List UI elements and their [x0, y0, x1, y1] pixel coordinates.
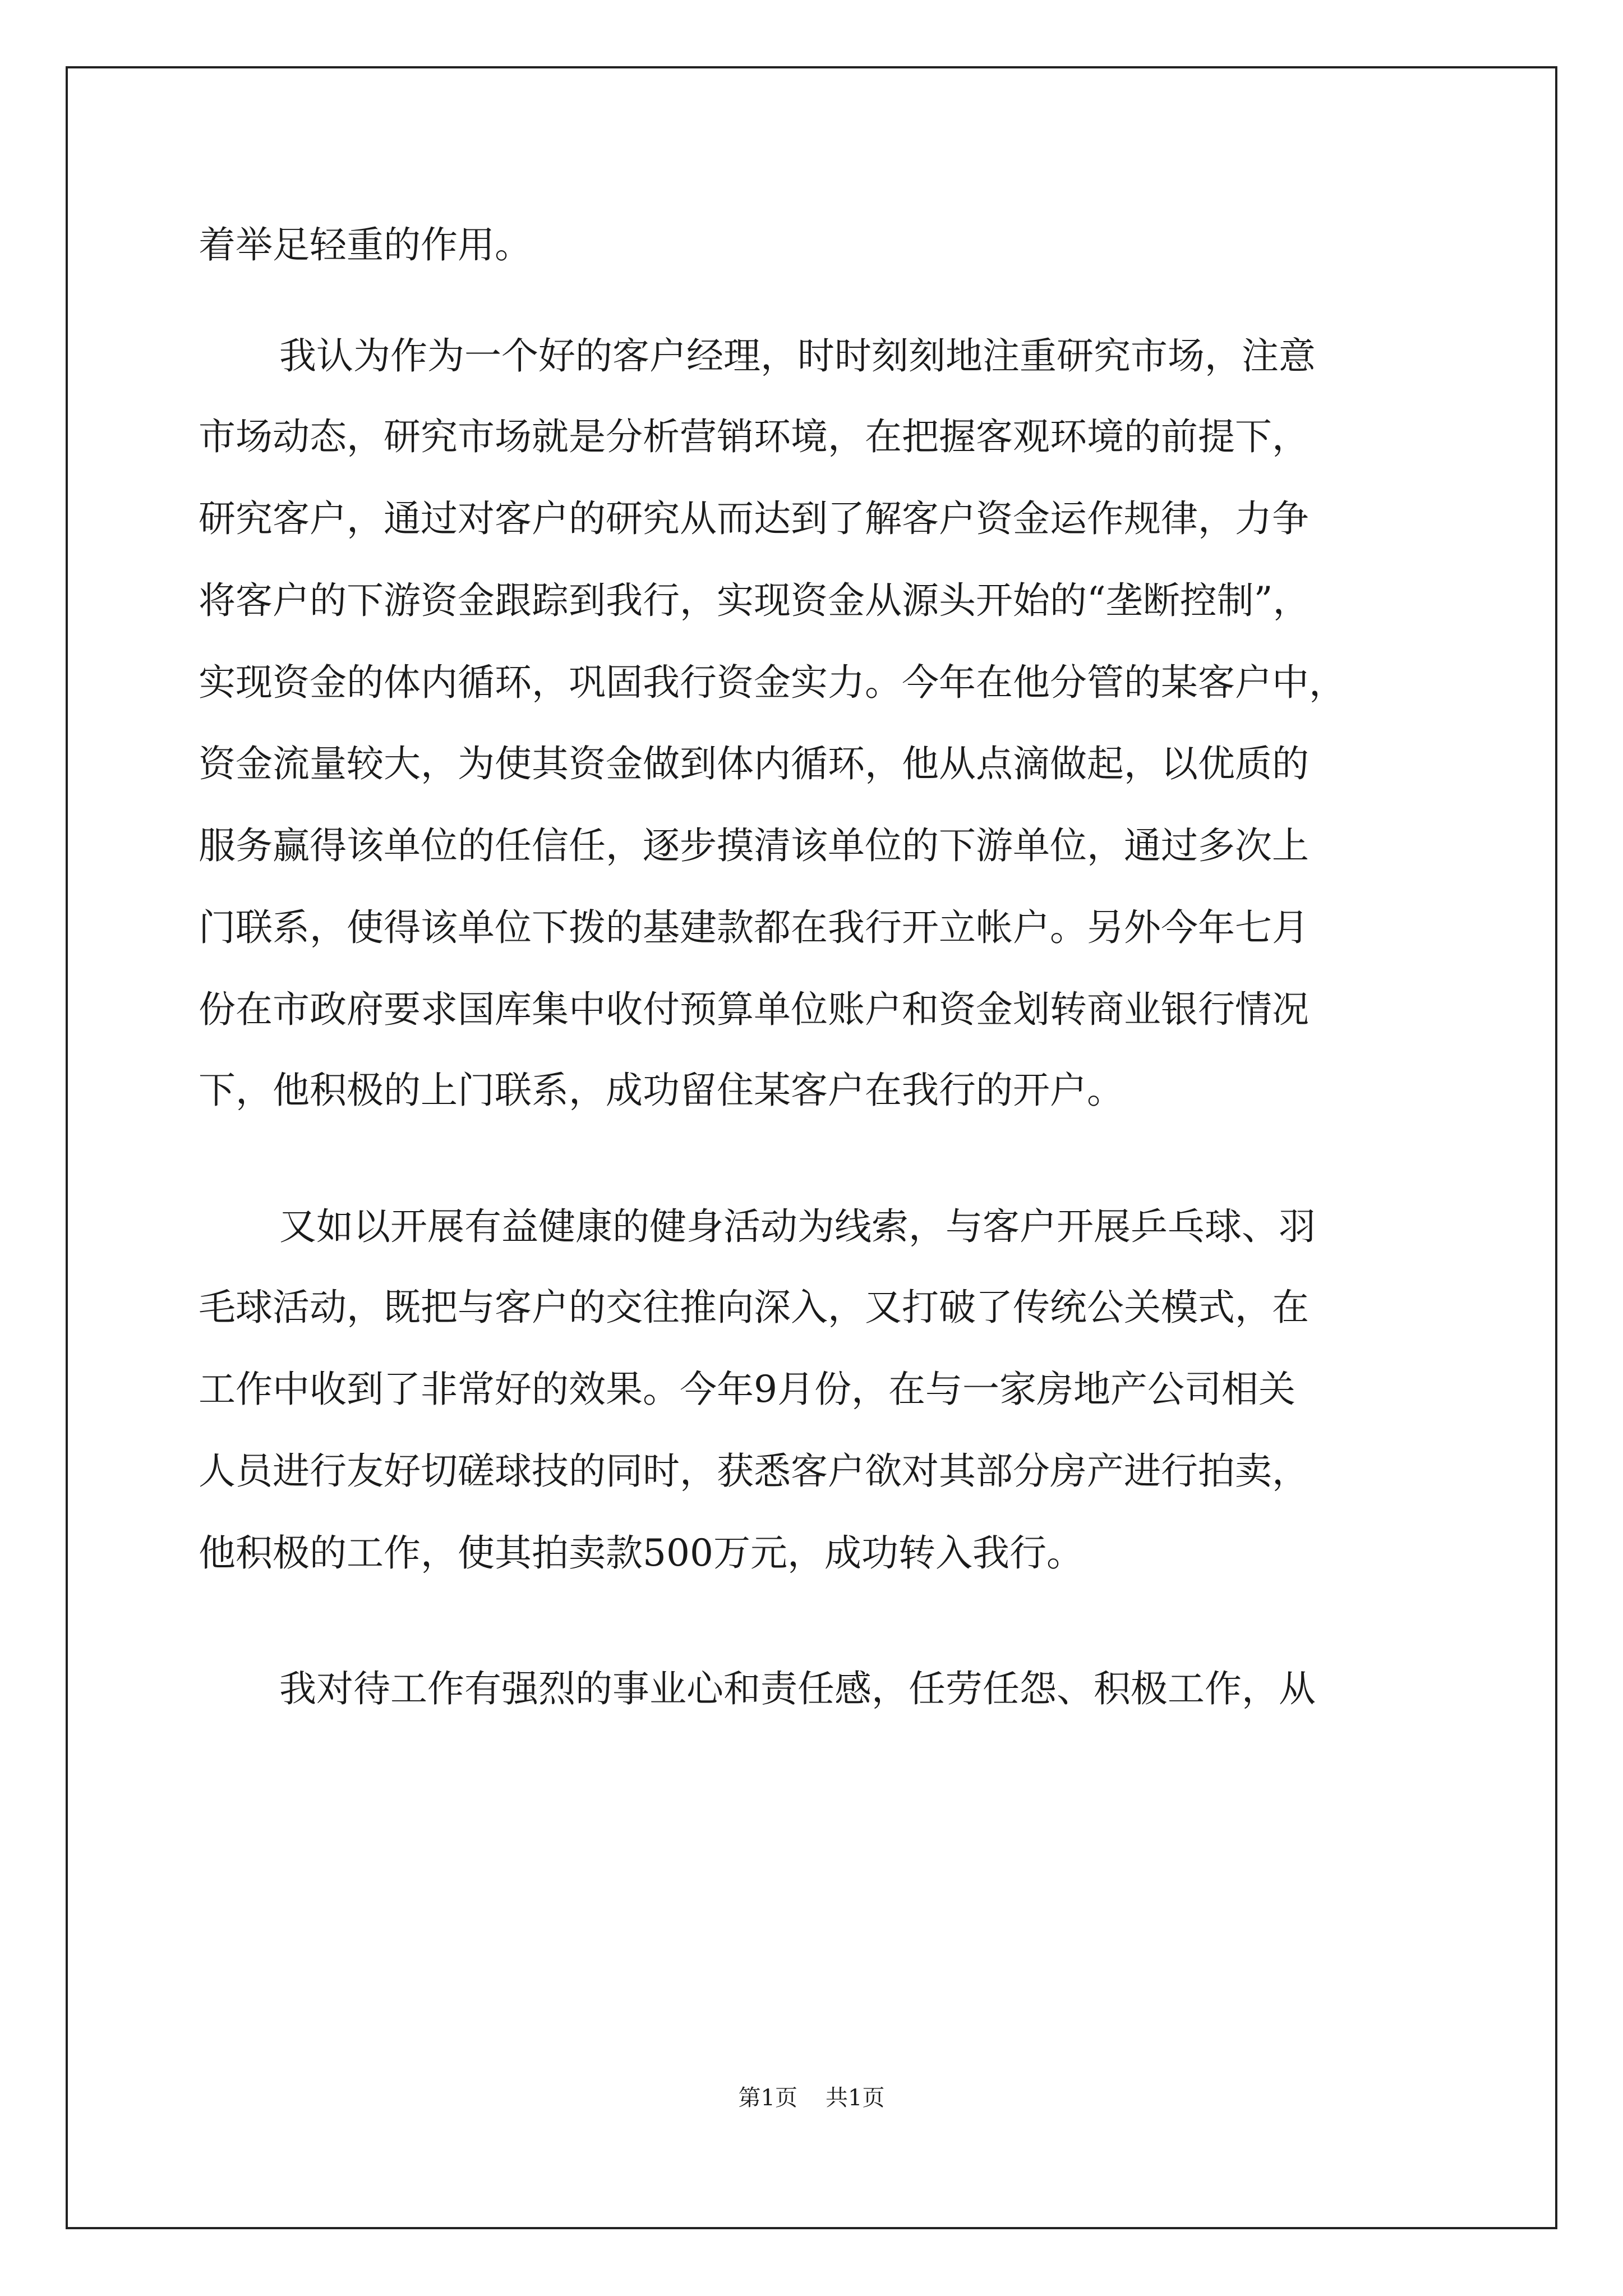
- page-number-current: 第1页: [738, 2085, 797, 2111]
- text-line: 他积极的工作，使其拍卖款500万元，成功转入我行。: [199, 1531, 1083, 1575]
- text-line: 毛球活动，既把与客户的交往推向深入，又打破了传统公关模式，在: [199, 1286, 1309, 1329]
- text-line: 着举足轻重的作用。: [199, 223, 532, 266]
- text-line: 服务赢得该单位的任信任，逐步摸清该单位的下游单位，通过多次上: [199, 824, 1309, 867]
- page-footer: [0, 2084, 1623, 2112]
- text-line: 资金流量较大，为使其资金做到体内循环，他从点滴做起，以优质的: [199, 742, 1309, 785]
- text-line: 将客户的下游资金跟踪到我行，实现资金从源头开始的“垄断控制”，: [199, 579, 1310, 622]
- text-line: 工作中收到了非常好的效果。今年9月份，在与一家房地产公司相关: [199, 1368, 1295, 1411]
- text-line: 份在市政府要求国库集中收付预算单位账户和资金划转商业银行情况: [199, 988, 1309, 1031]
- text-line: 门联系，使得该单位下拨的基建款都在我行开立帐户。另外今年七月: [199, 906, 1309, 949]
- text-line: 实现资金的体内循环，巩固我行资金实力。今年在他分管的某客户中，: [199, 661, 1346, 704]
- text-line: 研究客户，通过对客户的研究从而达到了解客户资金运作规律，力争: [199, 497, 1309, 540]
- paragraph-start-line: 我对待工作有强烈的事业心和责任感，任劳任怨、积极工作，从: [279, 1667, 1316, 1710]
- text-line: 人员进行友好切磋球技的同时，获悉客户欲对其部分房产进行拍卖，: [199, 1450, 1309, 1493]
- page-border: [66, 66, 1557, 2229]
- paragraph-start-line: 又如以开展有益健康的健身活动为线索，与客户开展乒乓球、羽: [279, 1205, 1316, 1248]
- text-line: 下，他积极的上门联系，成功留住某客户在我行的开户。: [199, 1069, 1124, 1112]
- page-number-total: 共1页: [826, 2085, 885, 2111]
- paragraph-start-line: 我认为作为一个好的客户经理，时时刻刻地注重研究市场，注意: [279, 334, 1316, 378]
- text-line: 市场动态，研究市场就是分析营销环境，在把握客观环境的前提下，: [199, 415, 1309, 458]
